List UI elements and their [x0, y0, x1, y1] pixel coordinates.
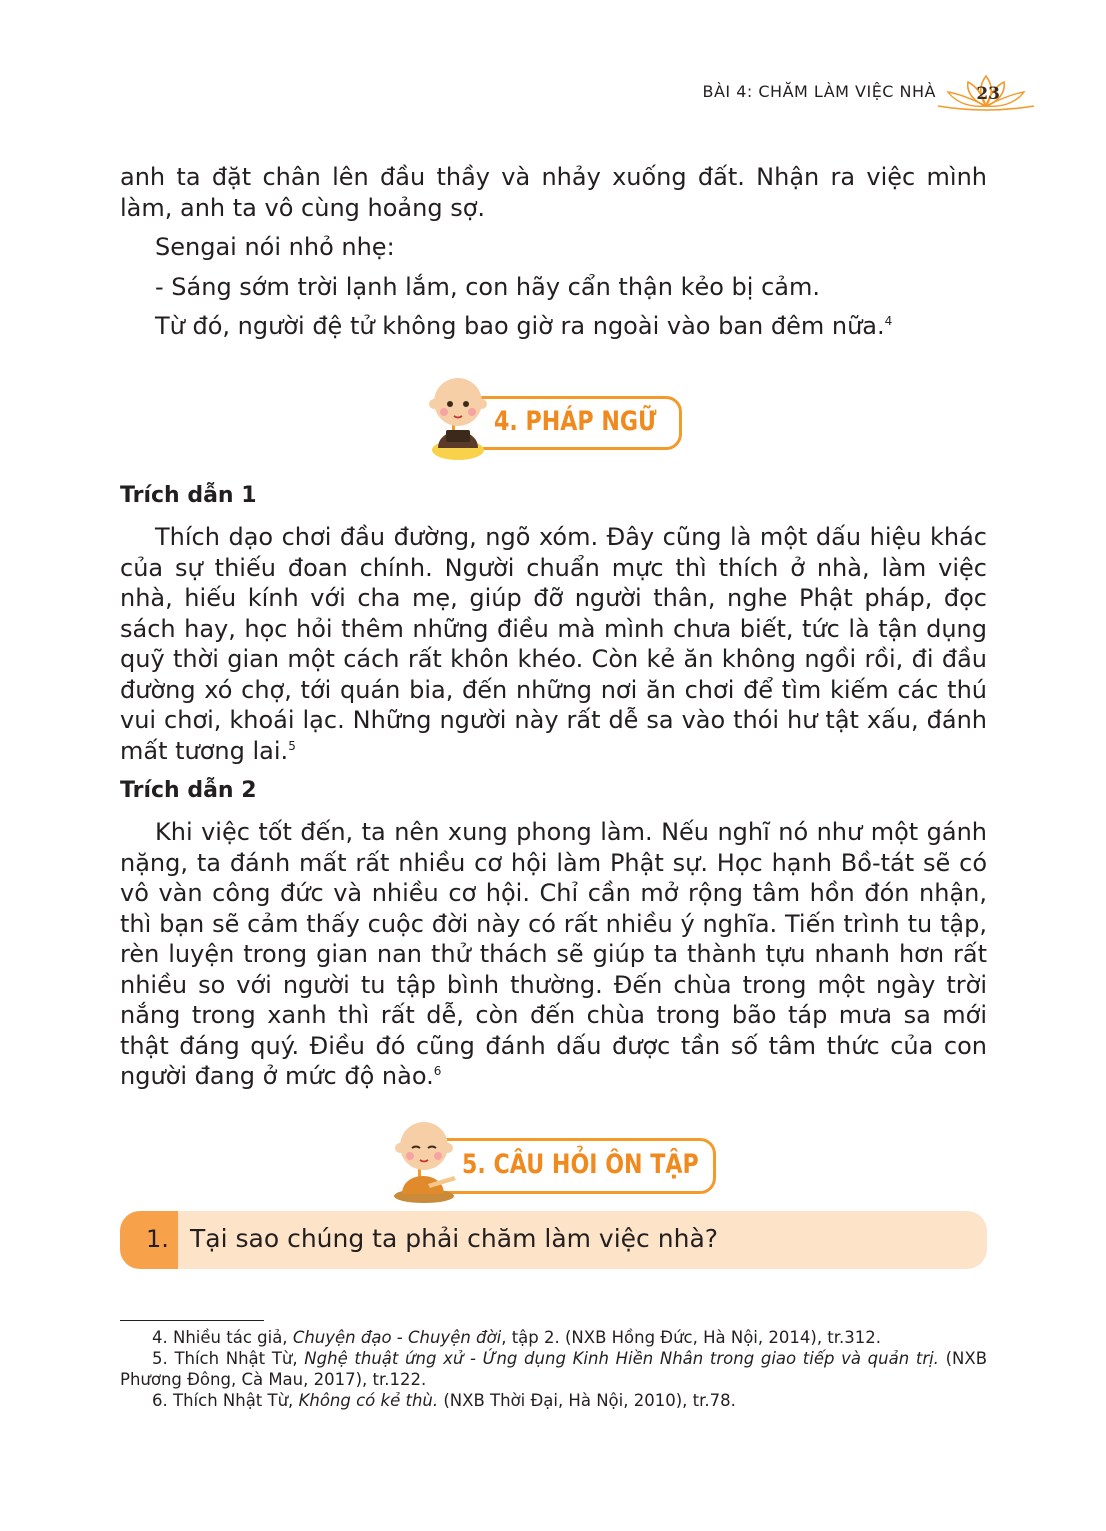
footnote-work: Không có kẻ thù.	[298, 1391, 439, 1410]
footnote-details: (NXB Phương Đông, Cà Mau, 2017), tr.122.	[120, 1349, 988, 1389]
paragraph-line: Sengai nói nhỏ nhẹ:	[155, 233, 395, 261]
footnote-work: Chuyện đạo - Chuyện đời	[292, 1328, 502, 1347]
quote-paragraph	[120, 817, 987, 1092]
footnotes	[120, 1327, 987, 1411]
section-title: 4. PHÁP NGỮ	[494, 406, 657, 437]
question-number: 1.	[146, 1225, 169, 1253]
footnote-work: Nghệ thuật ứng xử - Ứng dụng Kinh Hiền Nhân trong giao tiếp và quản trị.	[304, 1349, 939, 1368]
footnote-ref: 4	[884, 314, 893, 328]
footnote-details: , tập 2. (NXB Hồng Đức, Hà Nội, 2014), tr.312.	[501, 1328, 882, 1347]
intro-text	[120, 162, 987, 342]
footnote-number: 4.	[152, 1328, 168, 1347]
quote-1-body	[120, 522, 987, 766]
section-4-banner	[424, 372, 684, 464]
quote-2-body	[120, 817, 987, 1092]
section-title: 5. CÂU HỎI ÔN TẬP	[462, 1149, 699, 1180]
quote-1-heading: Trích dẫn 1	[120, 483, 257, 508]
footnote-number: 5.	[152, 1349, 168, 1368]
closing-sentence: Từ đó, người đệ tử không bao giờ ra ngoài vào ban đêm nữa.	[155, 312, 885, 340]
footnote-author: Nhiều tác giả,	[173, 1328, 288, 1347]
footnote-number: 6.	[152, 1391, 168, 1410]
question-number-box	[120, 1211, 178, 1269]
footnote-divider	[120, 1320, 264, 1321]
quote-1-text: Thích dạo chơi đầu đường, ngõ xóm. Đây cũng là một dấu hiệu khác của sự thiếu đoan chính. Người chuẩn mực thì thích ở nhà, làm việc nhà, hiếu kính với cha mẹ, giúp đỡ người thân, nghe Phật pháp, đọc sách hay, học hỏi thêm những điều mà mình chưa biết, tức là tận dụng quỹ thời gian một cách rất khôn khéo. Còn kẻ ăn không ngồi rồi, đi đầu đường xó chợ, tới quán bia, đến những nơi ăn chơi để tìm kiếm các thú vui chơi, khoái lạc. Những người này rất dễ sa vào thói hư tật xấu, đánh mất tương lai.	[120, 523, 987, 765]
footnote-details: (NXB Thời Đại, Hà Nội, 2010), tr.78.	[438, 1391, 736, 1410]
monk-reading-icon	[424, 372, 494, 464]
section-5-banner	[388, 1114, 718, 1206]
footnote-author: Thích Nhật Từ,	[173, 1391, 294, 1410]
quote-2-text: Khi việc tốt đến, ta nên xung phong làm. Nếu nghĩ nó như một gánh nặng, ta đánh mất rất nhiều cơ hội làm Phật sự. Học hạnh Bồ-tát sẽ có vô vàn công đức và nhiều cơ hội. Chỉ cần mở rộng tâm hồn đón nhận, thì bạn sẽ cảm thấy cuộc đời này có rất nhiều ý nghĩa. Tiến trình tu tập, rèn luyện trong gian nan thử thách sẽ giúp ta thành tựu nhanh hơn rất nhiều so với người tu tập bình thường. Đến chùa trong một ngày trời nắng trong xanh thì rất dễ, còn đến chùa trong bão táp mưa sa mới thật đáng quý. Điều đó cũng đánh dấu được tần số tâm thức của con người đang ở mức độ nào.	[120, 818, 987, 1090]
page-number: 23	[976, 84, 1000, 104]
footnote	[120, 1348, 987, 1390]
lesson-title: BÀI 4: CHĂM LÀM VIỆC NHÀ	[702, 82, 936, 101]
monk-writing-icon	[388, 1114, 462, 1206]
quote-2-heading: Trích dẫn 2	[120, 778, 257, 803]
question-text: Tại sao chúng ta phải chăm làm việc nhà?	[190, 1224, 719, 1253]
footnote	[120, 1327, 987, 1348]
question-item	[120, 1211, 987, 1269]
paragraph-line: anh ta đặt chân lên đầu thầy và nhảy xuống đất. Nhận ra việc mình	[120, 163, 987, 191]
paragraph-line: - Sáng sớm trời lạnh lắm, con hãy cẩn thận kẻo bị cảm.	[155, 272, 820, 301]
footnote	[120, 1390, 987, 1411]
footnote-ref: 6	[433, 1064, 442, 1078]
paragraph-line: làm, anh ta vô cùng hoảng sợ.	[120, 193, 486, 222]
paragraph-line	[120, 311, 987, 342]
footnote-ref: 5	[288, 738, 296, 753]
quote-paragraph	[120, 522, 987, 766]
footnote-author: Thích Nhật Từ,	[174, 1349, 298, 1368]
